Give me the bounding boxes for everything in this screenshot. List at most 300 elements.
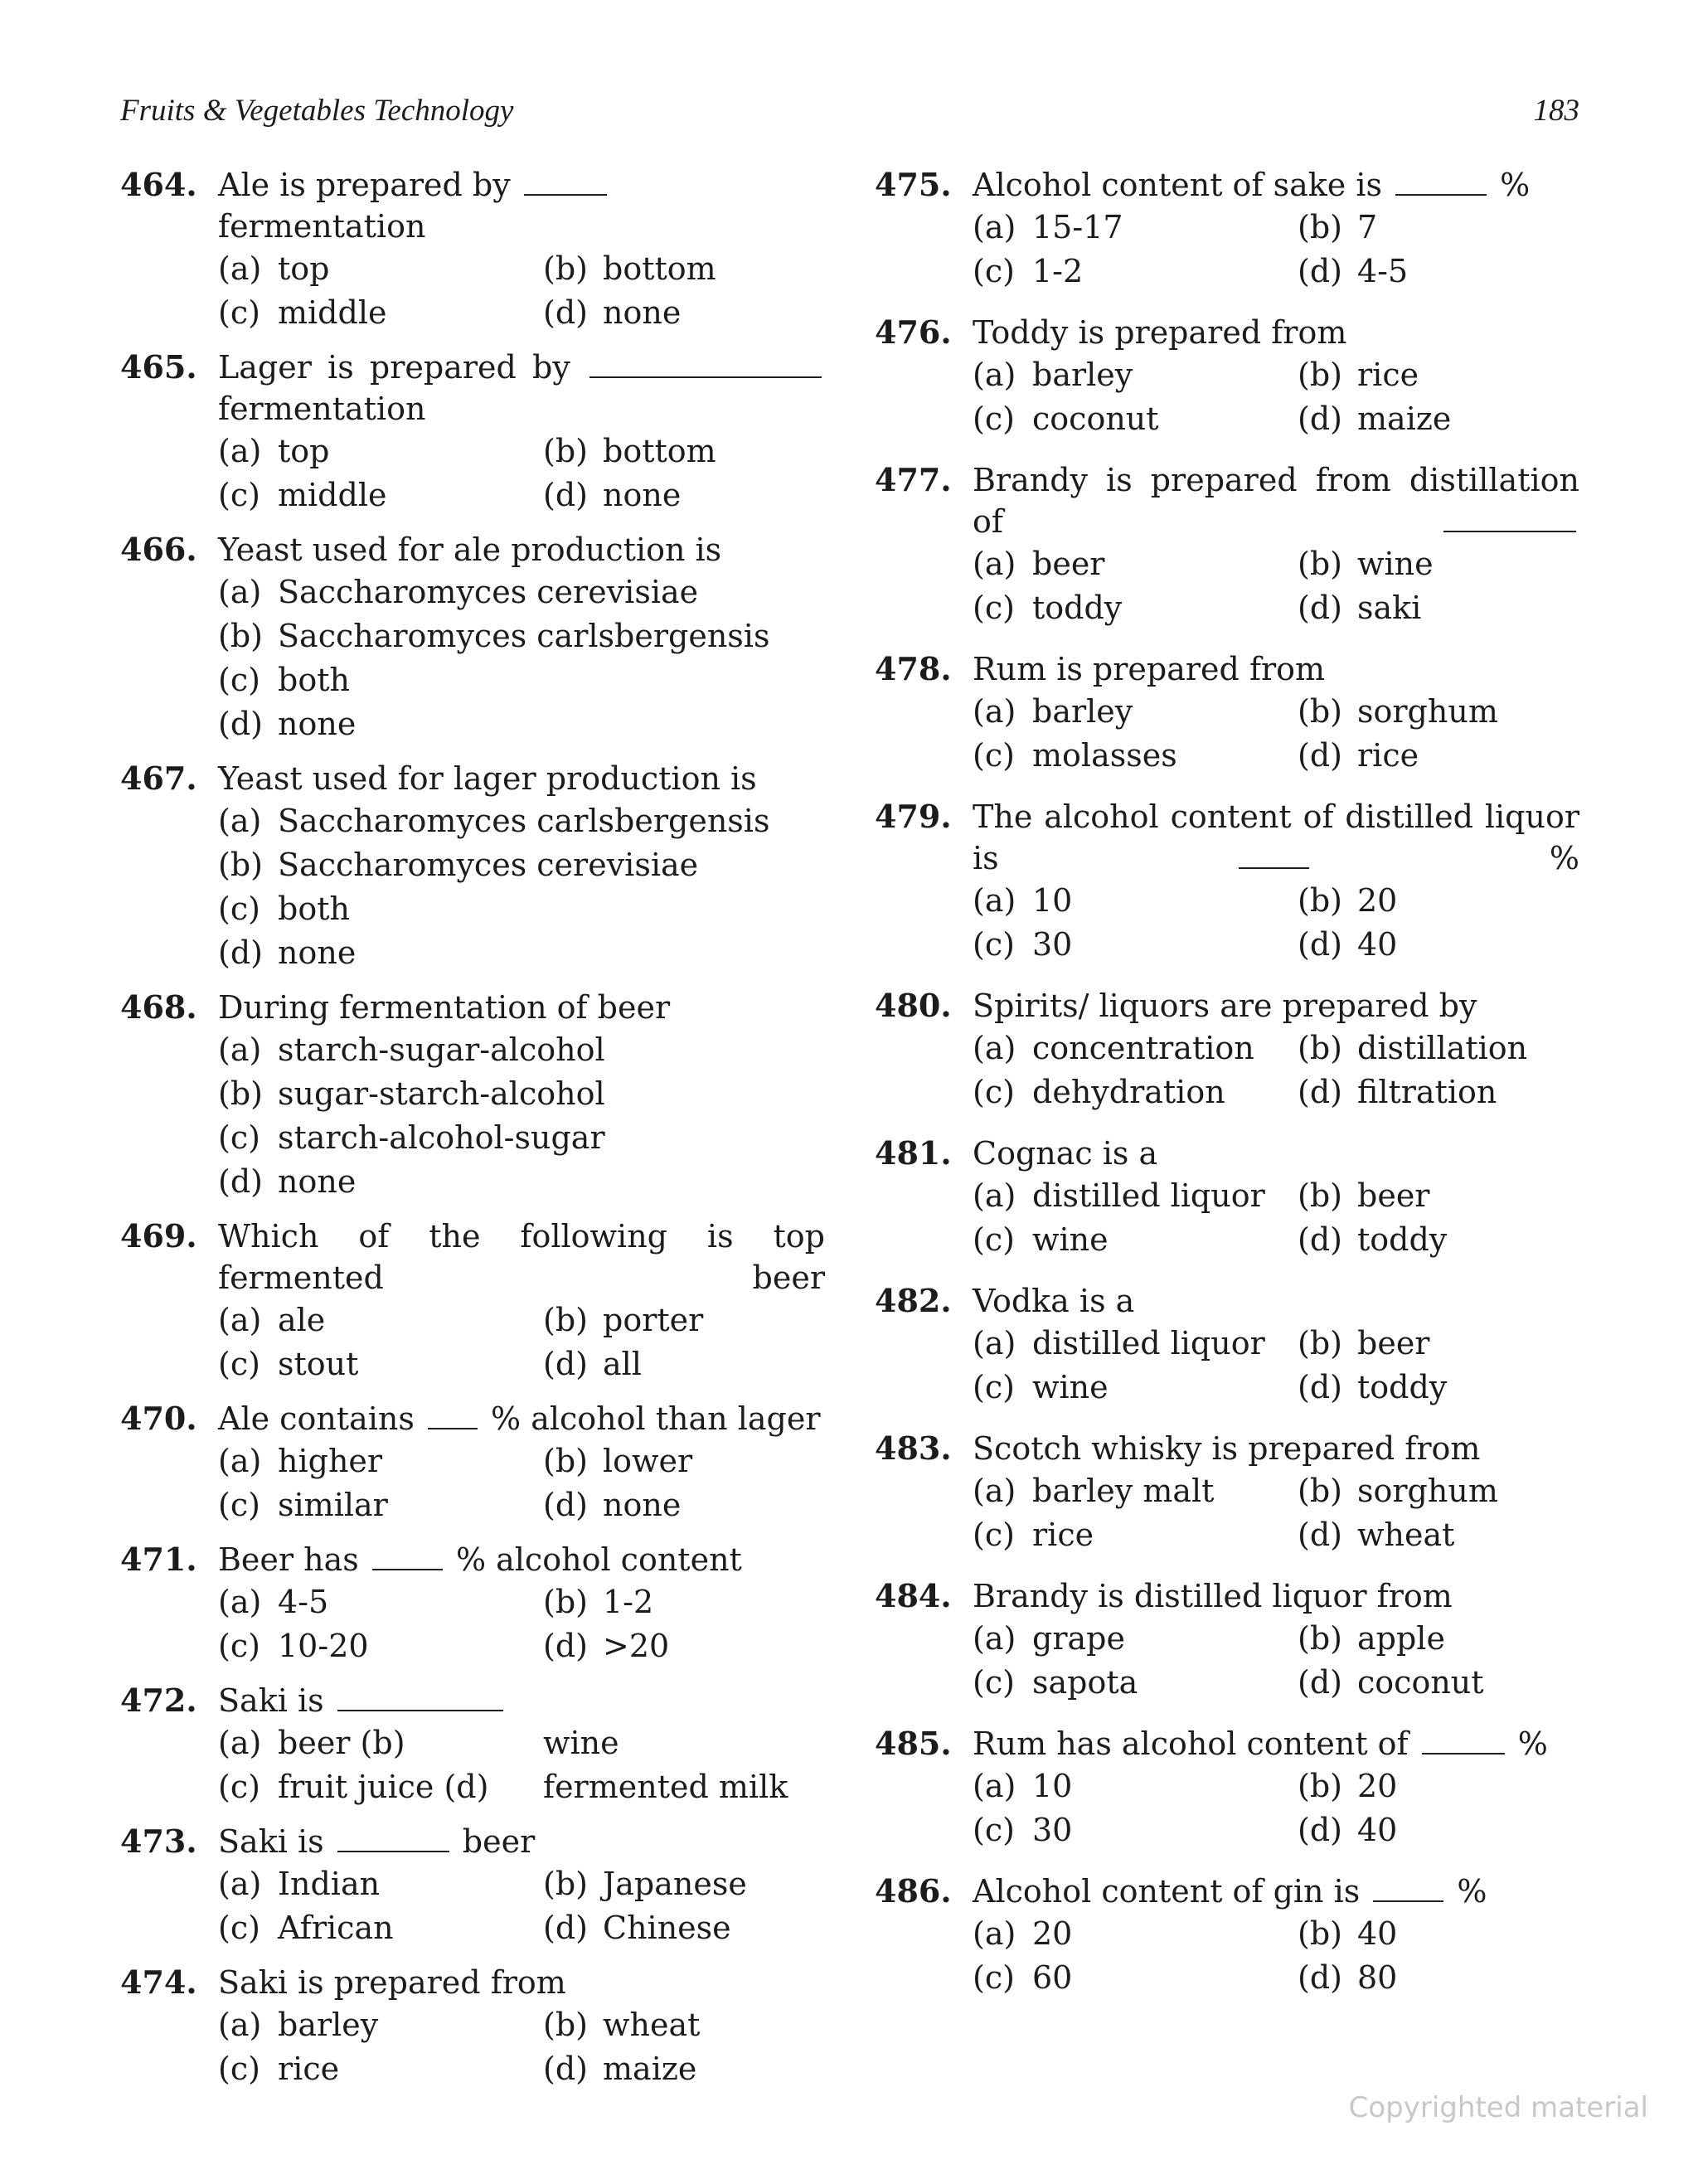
option-row xyxy=(218,570,825,614)
answer-option xyxy=(973,1808,1298,1852)
option-row xyxy=(973,734,1579,778)
copyright-watermark: Copyrighted material xyxy=(1348,2091,1648,2124)
answer-options xyxy=(973,353,1579,441)
answer-options xyxy=(218,1580,825,1668)
answer-option xyxy=(973,1912,1298,1956)
answer-option xyxy=(218,614,770,658)
option-text: grape xyxy=(1032,1620,1125,1657)
answer-options xyxy=(973,542,1579,630)
question-text-part: Lager is prepared by xyxy=(218,349,586,386)
answer-option xyxy=(1298,1617,1445,1661)
option-text: stout xyxy=(278,1346,359,1382)
answer-options xyxy=(218,1721,825,1809)
question-text-part: Vodka is a xyxy=(973,1283,1135,1319)
answer-option xyxy=(218,570,699,614)
option-text: none xyxy=(603,294,682,331)
option-row xyxy=(973,1026,1579,1070)
question-item xyxy=(120,1398,825,1527)
question-text-part: beer xyxy=(452,1823,536,1860)
option-text: wine xyxy=(1032,1369,1109,1405)
answer-option xyxy=(218,887,543,931)
answer-option xyxy=(1298,353,1419,397)
option-text: barley malt xyxy=(1032,1473,1215,1509)
question-text-part: Cognac is a xyxy=(973,1135,1158,1172)
question-line xyxy=(875,1428,1579,1469)
answer-option xyxy=(218,702,543,746)
question-text xyxy=(218,1398,825,1439)
option-text: barley xyxy=(1032,693,1133,730)
question-text-part: fermentation xyxy=(218,208,426,245)
option-text: wine xyxy=(1032,1221,1109,1258)
option-text: all xyxy=(603,1346,642,1382)
answer-options xyxy=(973,1322,1579,1410)
answer-option xyxy=(218,931,543,975)
option-text: 4-5 xyxy=(1357,253,1409,289)
question-number: 471. xyxy=(120,1541,197,1578)
option-text: beer (b) xyxy=(278,1725,405,1761)
question-number: 484. xyxy=(875,1577,952,1614)
question-text xyxy=(973,164,1579,206)
question-line xyxy=(875,1723,1579,1764)
answer-option xyxy=(218,1072,605,1116)
option-text: ale xyxy=(278,1302,326,1338)
option-label: (c) xyxy=(218,1769,260,1805)
answer-option xyxy=(543,1439,692,1483)
option-text: 20 xyxy=(1357,882,1398,919)
option-row xyxy=(218,799,825,843)
option-label: (a) xyxy=(973,1030,1016,1066)
question-text xyxy=(973,1133,1579,1174)
option-text: dehydration xyxy=(1032,1074,1225,1110)
answer-option xyxy=(1298,206,1377,250)
option-text: 40 xyxy=(1357,926,1398,963)
option-row xyxy=(218,931,825,975)
option-label: (d) xyxy=(218,1163,263,1200)
answer-option xyxy=(973,1617,1298,1661)
option-label: (c) xyxy=(218,1487,260,1523)
option-label: (b) xyxy=(543,1584,588,1620)
option-row xyxy=(973,586,1579,630)
option-row xyxy=(218,2003,825,2047)
question-text-part: During fermentation of beer xyxy=(218,989,671,1026)
option-label: (b) xyxy=(1298,1030,1342,1066)
option-text: wine xyxy=(1357,546,1434,582)
answer-option xyxy=(1298,1174,1429,1218)
question-text xyxy=(218,1539,825,1580)
answer-options xyxy=(218,430,825,517)
question-text xyxy=(218,758,825,799)
option-label: (b) xyxy=(1298,1768,1342,1804)
answer-option xyxy=(973,586,1298,630)
option-row xyxy=(218,1862,825,1906)
option-label: (a) xyxy=(973,693,1016,730)
answer-options xyxy=(973,1026,1579,1114)
option-label: (d) xyxy=(1298,1664,1342,1701)
answer-option xyxy=(973,734,1298,778)
option-label: (b) xyxy=(543,1302,588,1338)
option-label: (b) xyxy=(1298,209,1342,245)
answer-option xyxy=(543,247,716,291)
question-line xyxy=(875,1871,1579,1912)
answer-option xyxy=(218,658,543,702)
option-text: 10 xyxy=(1032,882,1073,919)
question-number: 481. xyxy=(875,1134,952,1172)
question-number: 486. xyxy=(875,1872,952,1910)
option-row xyxy=(218,1116,825,1160)
answer-options xyxy=(218,2003,825,2091)
answer-option xyxy=(973,1070,1298,1114)
question-text xyxy=(973,459,1579,542)
question-text xyxy=(218,529,825,570)
answer-option xyxy=(1298,1322,1429,1366)
option-label: (d) xyxy=(1298,253,1342,289)
answer-option xyxy=(1298,1513,1454,1557)
answer-option xyxy=(543,1483,681,1527)
question-text-part: Brandy is distilled liquor from xyxy=(973,1578,1453,1614)
answer-option xyxy=(973,250,1298,294)
option-row xyxy=(218,291,825,335)
option-label: (a) xyxy=(973,1620,1016,1657)
option-text: barley xyxy=(1032,357,1133,393)
option-label: (c) xyxy=(973,253,1015,289)
question-line xyxy=(120,1539,825,1580)
option-row xyxy=(973,1218,1579,1262)
question-item xyxy=(120,758,825,975)
answer-option xyxy=(218,2047,543,2091)
question-item xyxy=(120,1962,825,2091)
option-label: (d) xyxy=(543,1487,588,1523)
question-text-part: % alcohol than lager xyxy=(480,1400,821,1437)
option-label: (c) xyxy=(218,891,260,927)
option-row xyxy=(218,1580,825,1624)
answer-option xyxy=(1298,879,1397,923)
option-label: (a) xyxy=(218,1725,262,1761)
answer-options xyxy=(973,206,1579,294)
question-text xyxy=(218,987,825,1028)
question-text-part: Which of the following is top fermented beer xyxy=(218,1218,825,1296)
question-number: 467. xyxy=(120,760,197,797)
answer-option xyxy=(1298,1366,1447,1410)
question-text-part: Saki is xyxy=(218,1823,334,1860)
question-text xyxy=(973,1723,1579,1764)
option-text: toddy xyxy=(1032,590,1123,626)
option-text: distilled liquor xyxy=(1032,1325,1265,1361)
answer-option xyxy=(1298,1218,1447,1262)
option-label: (d) xyxy=(543,477,588,513)
option-label: (c) xyxy=(973,1074,1015,1110)
question-item xyxy=(120,1680,825,1809)
option-text: none xyxy=(603,477,682,513)
option-label: (a) xyxy=(218,574,262,610)
answer-options xyxy=(973,1912,1579,2000)
answer-option xyxy=(218,1483,543,1527)
option-row xyxy=(973,1322,1579,1366)
option-label: (b) xyxy=(543,250,588,287)
question-text-part: Ale contains xyxy=(218,1400,424,1437)
question-text-part: % alcohol content xyxy=(445,1541,742,1578)
option-row xyxy=(218,1028,825,1072)
option-text: 30 xyxy=(1032,1812,1073,1848)
option-text: Saccharomyces cerevisiae xyxy=(278,574,699,610)
answer-option xyxy=(543,1906,731,1950)
option-text: >20 xyxy=(603,1628,670,1664)
question-text-part: Toddy is prepared from xyxy=(973,314,1347,351)
option-row xyxy=(218,473,825,517)
option-label: (a) xyxy=(973,209,1016,245)
answer-blank xyxy=(1443,501,1576,532)
option-text: wheat xyxy=(603,2007,701,2043)
answer-option xyxy=(1298,734,1419,778)
question-item xyxy=(875,985,1579,1114)
option-row xyxy=(218,1342,825,1386)
option-label: (c) xyxy=(973,590,1015,626)
answer-option xyxy=(973,1764,1298,1808)
option-text: wine xyxy=(543,1725,619,1761)
option-label: (c) xyxy=(973,1221,1015,1258)
answer-option xyxy=(218,2003,543,2047)
option-row xyxy=(218,2047,825,2091)
question-text-part: Yeast used for ale production is xyxy=(218,531,722,568)
option-text: middle xyxy=(278,294,387,331)
option-text: filtration xyxy=(1357,1074,1497,1110)
option-label: (a) xyxy=(218,1031,262,1068)
option-text: 30 xyxy=(1032,926,1073,963)
question-line xyxy=(120,758,825,799)
option-text: 15-17 xyxy=(1032,209,1123,245)
option-text: beer xyxy=(1357,1325,1430,1361)
answer-option xyxy=(218,473,543,517)
option-label: (a) xyxy=(218,803,262,839)
question-number: 469. xyxy=(120,1217,197,1255)
answer-option xyxy=(973,1174,1298,1218)
option-label: (a) xyxy=(973,357,1016,393)
option-row xyxy=(218,1483,825,1527)
question-number: 478. xyxy=(875,650,952,687)
option-label: (d) xyxy=(1298,926,1342,963)
answer-blank xyxy=(372,1539,443,1570)
option-text: molasses xyxy=(1032,737,1177,774)
answer-option xyxy=(973,879,1298,923)
answer-option xyxy=(218,1160,543,1204)
question-number: 464. xyxy=(120,166,197,203)
option-row xyxy=(973,206,1579,250)
option-label: (b) xyxy=(218,847,263,883)
option-row xyxy=(973,1956,1579,2000)
option-text: 40 xyxy=(1357,1915,1398,1952)
option-text: distillation xyxy=(1357,1030,1528,1066)
option-label: (c) xyxy=(218,1628,260,1664)
answer-option xyxy=(218,1116,605,1160)
question-line xyxy=(120,1216,825,1298)
option-label: (d) xyxy=(543,2051,588,2087)
question-number: 468. xyxy=(120,988,197,1026)
option-text: Indian xyxy=(278,1866,381,1902)
answer-option xyxy=(1298,923,1397,967)
option-row xyxy=(218,614,825,658)
answer-blank xyxy=(1373,1871,1443,1902)
question-number: 474. xyxy=(120,1963,197,2001)
option-text: lower xyxy=(603,1443,693,1479)
question-line xyxy=(875,648,1579,690)
option-text: 40 xyxy=(1357,1812,1398,1848)
question-item xyxy=(120,1821,825,1950)
answer-options xyxy=(973,1469,1579,1557)
question-text xyxy=(218,347,825,430)
option-label: (b) xyxy=(1298,882,1342,919)
option-label: (b) xyxy=(1298,1473,1342,1509)
option-text: starch-alcohol-sugar xyxy=(278,1119,605,1156)
option-label: (d) xyxy=(1298,1812,1342,1848)
option-text: none xyxy=(603,1487,682,1523)
option-text: 1-2 xyxy=(603,1584,654,1620)
answer-option xyxy=(543,1721,619,1765)
option-label: (a) xyxy=(973,1915,1016,1952)
option-text: sugar-starch-alcohol xyxy=(278,1075,605,1112)
answer-options xyxy=(218,570,825,746)
option-row xyxy=(973,690,1579,734)
option-text: porter xyxy=(603,1302,704,1338)
option-row xyxy=(218,1298,825,1342)
answer-option xyxy=(1298,1912,1397,1956)
answer-option xyxy=(973,353,1298,397)
option-text: Chinese xyxy=(603,1910,731,1946)
option-text: fermented milk xyxy=(543,1769,788,1805)
option-row xyxy=(973,1174,1579,1218)
answer-option xyxy=(1298,1661,1484,1705)
question-item xyxy=(120,987,825,1204)
option-label: (b) xyxy=(218,1075,263,1112)
option-text: none xyxy=(278,706,357,742)
answer-option xyxy=(1298,397,1451,441)
option-text: Saccharomyces carlsbergensis xyxy=(278,618,770,654)
answer-option xyxy=(1298,1070,1497,1114)
question-item xyxy=(875,164,1579,294)
answer-option xyxy=(1298,690,1498,734)
option-row xyxy=(973,1808,1579,1852)
option-text: bottom xyxy=(603,250,716,287)
option-row xyxy=(218,1439,825,1483)
answer-option xyxy=(543,1624,669,1668)
answer-option xyxy=(218,1721,543,1765)
option-text: coconut xyxy=(1357,1664,1484,1701)
option-label: (a) xyxy=(973,546,1016,582)
question-line xyxy=(120,987,825,1028)
option-label: (c) xyxy=(973,737,1015,774)
option-text: beer xyxy=(1032,546,1105,582)
page-number: 183 xyxy=(1533,94,1579,128)
question-number: 482. xyxy=(875,1282,952,1319)
answer-blank xyxy=(428,1398,478,1429)
answer-option xyxy=(218,1028,605,1072)
question-text-part: Rum is prepared from xyxy=(973,651,1326,687)
option-text: none xyxy=(278,934,357,971)
question-text xyxy=(973,1280,1579,1322)
question-item xyxy=(875,459,1579,630)
question-number: 470. xyxy=(120,1400,197,1437)
option-row xyxy=(218,887,825,931)
running-title: Fruits & Vegetables Technology xyxy=(120,94,514,128)
option-label: (d) xyxy=(1298,400,1342,437)
answer-option xyxy=(543,473,681,517)
question-text-part: Ale is prepared by xyxy=(218,167,521,203)
option-label: (a) xyxy=(973,1473,1016,1509)
option-row xyxy=(218,702,825,746)
option-text: 80 xyxy=(1357,1959,1398,1996)
answer-option xyxy=(973,206,1298,250)
answer-option xyxy=(218,291,543,335)
option-text: both xyxy=(278,662,350,698)
option-label: (a) xyxy=(973,1325,1016,1361)
option-label: (c) xyxy=(218,1910,260,1946)
question-text-part: Saki is prepared from xyxy=(218,1964,566,2001)
question-text-part: Alcohol content of gin is xyxy=(973,1873,1371,1910)
question-line xyxy=(875,985,1579,1026)
question-text xyxy=(973,1871,1579,1912)
option-text: toddy xyxy=(1357,1221,1448,1258)
option-label: (a) xyxy=(218,1584,262,1620)
option-row xyxy=(973,879,1579,923)
option-label: (c) xyxy=(218,662,260,698)
option-text: both xyxy=(278,891,350,927)
option-text: 10-20 xyxy=(278,1628,369,1664)
option-text: top xyxy=(278,250,330,287)
option-text: saki xyxy=(1357,590,1422,626)
option-label: (b) xyxy=(1298,693,1342,730)
question-item xyxy=(120,164,825,335)
option-text: Saccharomyces cerevisiae xyxy=(278,847,699,883)
answer-option xyxy=(1298,1469,1498,1513)
answer-option xyxy=(218,1765,543,1809)
question-item xyxy=(875,1871,1579,2000)
option-text: Saccharomyces carlsbergensis xyxy=(278,803,770,839)
left-question-column xyxy=(120,164,825,2103)
option-row xyxy=(973,1513,1579,1557)
question-text-part: fermentation xyxy=(218,391,426,427)
option-label: (d) xyxy=(1298,1074,1342,1110)
option-label: (b) xyxy=(1298,1915,1342,1952)
answer-option xyxy=(218,1862,543,1906)
option-label: (b) xyxy=(1298,1177,1342,1214)
question-line xyxy=(120,1962,825,2003)
question-text xyxy=(218,1962,825,2003)
option-label: (d) xyxy=(1298,1221,1342,1258)
question-text xyxy=(218,164,825,247)
answer-options xyxy=(973,879,1579,967)
option-label: (c) xyxy=(218,477,260,513)
answer-option xyxy=(1298,586,1421,630)
option-text: beer xyxy=(1357,1177,1430,1214)
answer-option xyxy=(218,430,543,473)
answer-option xyxy=(973,1218,1298,1262)
option-text: similar xyxy=(278,1487,388,1523)
question-number: 466. xyxy=(120,531,197,568)
option-text: rice xyxy=(1357,357,1419,393)
question-text xyxy=(973,648,1579,690)
question-line xyxy=(875,1280,1579,1322)
option-text: barley xyxy=(278,2007,379,2043)
option-label: (a) xyxy=(218,2007,262,2043)
option-label: (c) xyxy=(218,1119,260,1156)
option-label: (b) xyxy=(1298,546,1342,582)
option-row xyxy=(973,1366,1579,1410)
answer-option xyxy=(973,1026,1298,1070)
answer-options xyxy=(218,1439,825,1527)
option-label: (b) xyxy=(218,618,263,654)
option-label: (d) xyxy=(1298,1959,1342,1996)
option-label: (d) xyxy=(543,294,588,331)
question-text xyxy=(218,1821,825,1862)
option-label: (a) xyxy=(973,882,1016,919)
